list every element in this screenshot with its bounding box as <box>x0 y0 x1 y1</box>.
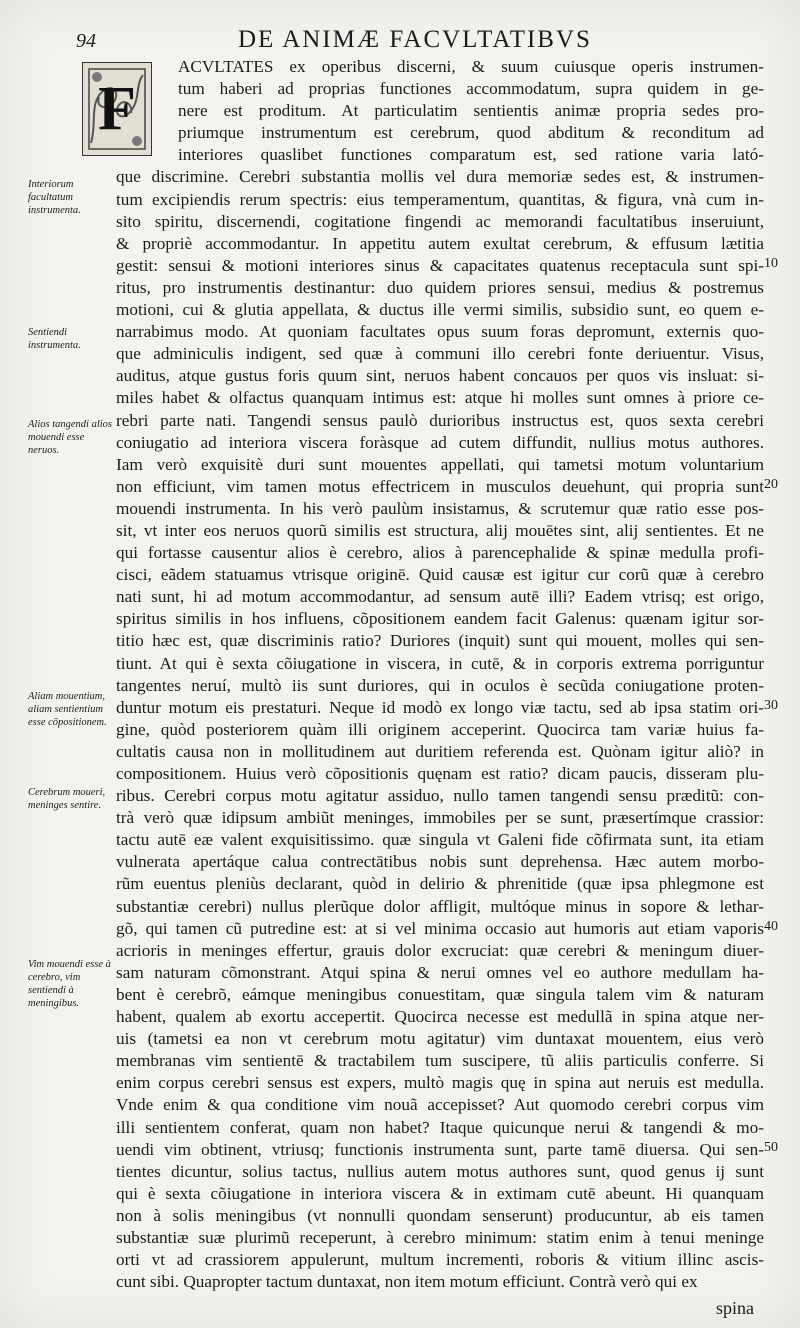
text-line: trà verò quæ idipsum ambiũt meninges, immobiles per se sunt, præsertímque crassior: <box>116 808 764 828</box>
text-line: auditus, atque gustus foris quum sint, neruos habent concauos per quos vis insluat: si- <box>116 366 764 386</box>
text-line: ACVLTATES ex operibus discerni, & suum cuiusque operis instrumen- <box>178 57 764 76</box>
text-line: illi sentientem conferat, quam non habet? Itaque quicunque nerui & tangendi & mo- <box>116 1117 764 1137</box>
line-number: 40 <box>764 919 778 934</box>
text-line: coniugatio ad interiora viscera foràsque ad cutem diffundit, nullius motus authores. <box>116 432 764 452</box>
margin-note: Interiorum facultatum instrumenta. <box>28 179 81 216</box>
text-line: sito spiritu, discernendi, cogitatione fingendi ac memorandi facultatibus inseruiunt, <box>116 211 764 231</box>
text-line: compositionem. Huius verò cõpositionis quęnam est ratio? dicam paucis, disseram plu- <box>116 764 764 783</box>
text-line: bent è cerebrõ, eámque meningibus conuestitam, quæ singula talem vim & naturam <box>116 984 764 1004</box>
text-line: cunt sibi. Quapropter tactum duntaxat, non item motum efficiunt. Contrà verò qui ex <box>116 1272 698 1292</box>
text-line: ribus. Cerebri corpus motu agitatur assiduo, nullo tamen tangendi sensu præditũ: con- <box>116 786 764 806</box>
text-line: Vnde enim & qua conditione vim nouã accepisset? Aut quomodo cerebri corpus vim <box>116 1095 764 1115</box>
text-line: Iam verò exquisitè duri sunt mouentes appellati, qui tametsi motum voluntarium <box>116 454 764 474</box>
line-number: 10 <box>764 256 778 271</box>
text-line: rebri parte nati. Tangendi sensus paulò durioribus instructus est, quos sexta cerebri <box>116 410 764 430</box>
text-line: cisci, eãdem statuamus vtrisque originē. Quid causæ est igitur cur corũ quæ à cerebro <box>116 565 764 585</box>
body-text <box>116 56 764 1293</box>
text-line: vulnerata apertáque calua contrectātibus nobis sunt deprehensa. Hæc autem morbo- <box>116 852 764 872</box>
margin-note: Alios tangendi alios mouendi esse neruos. <box>28 419 112 456</box>
text-line: rũm euentus pleniùs declarant, quòd in delirio & phrenitide (quæ ipsa phlegmone est <box>116 874 764 894</box>
text-line: miles habet & olfactus quanquam intimus est: atque hi molles sunt omnes à priore ce- <box>116 388 764 408</box>
text-line: membranas vim sentientē & tractabilem tum suscipere, tũ aliis particulis conferre. Si <box>116 1051 764 1071</box>
text-line: habent, qualem ab exortu accepertit. Quocirca necesse est medullã in spina atque ner- <box>116 1007 764 1027</box>
text-line: non à solis meningibus (vt nonnulli quondam senserunt) producuntur, ab eis tamen <box>116 1205 764 1225</box>
text-line: interiores quaslibet functiones comparatum est, sed ratione varia lató- <box>178 145 764 165</box>
text-line: tactu autē eæ valent exquisitissimo. quæ singula vt Galeni fide cõfirmata sunt, ita etiam <box>116 830 764 850</box>
text-line: que discrimine. Cerebri substantia mollis vel dura memoriæ sedes est, & instrumen- <box>116 167 764 187</box>
margin-note: Sentiendi instrumenta. <box>28 327 81 351</box>
text-line: sit, vt inter eos neruos quorũ similis est structura, alij mouētes sint, alij sentientes. Et ne <box>116 520 764 540</box>
text-line: priumque instrumentum est cerebrum, quod abditum & reconditum ad <box>178 123 764 143</box>
text-line: ritus, pro instrumentis destinantur: duo quidem priores sensui, medius & postremus <box>116 277 764 297</box>
text-line: acrioris in meninges effertur, grauis dolor excruciat: quæ cerebri & meningum diuer- <box>116 940 764 960</box>
text-line: qui è sexta cõiugatione in interiora viscera & in extimam cutē abeunt. Hi quanquam <box>116 1183 764 1203</box>
text-line: gõ, qui tamen cũ putredine est: at si vel minima occasio aut humoris aut etiam vaporis <box>116 918 764 938</box>
text-line: que adminiculis indigent, sed quæ à communi illo cerebri fonte deriuentur. Visus, <box>116 344 764 364</box>
line-number: 50 <box>764 1140 778 1155</box>
text-line: duntur motum eis prestaturi. Neque id modò ex longo viæ tactu, sed ab ipsa statim ori- <box>116 697 764 717</box>
text-line: tientes dicuntur, solius tactus, nullius autem motus authores sunt, quod genus ij sunt <box>116 1161 764 1181</box>
text-line: uendi vim obtinent, vtriusq; functionis instrumenta sunt, parte tamē diuersa. Qui sen- <box>116 1139 764 1159</box>
running-head: DE ANIMÆ FACVLTATIBVS <box>238 26 592 53</box>
text-line: narrabimus modo. At quoniam facultates opus suum foras depromunt, externis quo- <box>116 322 764 342</box>
text-line: spiritus similis in hos influens, cõpositionem eandem facit Galenus: quænam igitur sor- <box>116 609 764 629</box>
text-line: orti vt ad crassiorem appulerunt, multum incrementi, roboris & vitium illinc ascis- <box>116 1250 764 1270</box>
text-line: cultatis causa non in mollitudinem aut duritiem referenda est. Quònam igitur aliò? in <box>116 741 764 761</box>
text-line: nati sunt, hi ad motum accommodantur, ad sensum autē illi? Eadem vtrisq; est origo, <box>116 587 764 607</box>
text-line: & propriè accommodantur. In appetitu autem exultat cerebrum, & effusum lætitia <box>116 233 764 253</box>
text-line: enim corpus cerebri sensus est expers, multò magis quę in spina aut neruis est medulla. <box>116 1073 764 1093</box>
text-line: mouendi instrumenta. In his verò paulùm insistamus, & scrutemur quæ ratio esse pos- <box>116 498 764 518</box>
margin-note: Vim mouendi esse à cerebro, vim sentiendi à meningibus. <box>28 959 111 1009</box>
text-line: sam naturam cõmonstrant. Atqui spina & nerui omnes vel eo authore medullam ha- <box>116 962 764 982</box>
text-line: nere est proditum. At particulatim sentientis animæ propria sedes pro- <box>178 101 764 121</box>
text-line: titio hæc est, quæ discriminis ratio? Duriores (inquit) sunt qui mouent, molles qui sen- <box>116 631 764 651</box>
text-line: gine, quòd posteriorem quàm illi originem acceperint. Quocirca tam variæ huius fa- <box>116 719 764 739</box>
text-line: substantiæ cerebri) nullus plerũque dolor affligit, multóque minus in sopore & lethar- <box>116 896 764 916</box>
text-line: uis (tametsi ea non vt cerebrum motu agitatur) vim duntaxat mouentem, eius verò <box>116 1029 764 1049</box>
margin-note: Aliam mouentium, aliam sentientium esse cõpositionem. <box>28 691 107 728</box>
page-number: 94 <box>76 30 96 52</box>
initial-letter: F <box>98 74 136 143</box>
margin-note: Cerebrum moueri, meninges sentire. <box>28 787 106 811</box>
text-line: tum excipiendis rerum spectris: eius temperamentum, quantitas, & figura, vnà cum in- <box>116 189 764 209</box>
text-line: tangentes neruí, multò iis sunt duriores, qui in oculos è secũda coniugatione proten- <box>116 675 764 695</box>
text-line: tiunt. At qui è sexta cõiugatione in viscera, in cutē, & in corporis extrema porriguntur <box>116 653 764 673</box>
line-number: 20 <box>764 477 778 492</box>
text-line: tum haberi ad proprias functiones accommodatum, supra quidem in ge- <box>178 79 764 99</box>
line-number: 30 <box>764 698 778 713</box>
text-line: substantiæ suæ plurimũ receperunt, à cerebro minimum: statim enim à tenui meninge <box>116 1227 764 1247</box>
catchword: spina <box>716 1298 754 1318</box>
text-line: motioni, cui & glutia appellata, & ductus ille vermi similis, subsidio sunt, eo quem e- <box>116 300 764 320</box>
text-line: non efficiunt, vim tamen motus effectricem in musculos deuehunt, qui propria sunt <box>116 476 764 496</box>
text-line: gestit: sensui & motioni interiores sinus & capacitates quatenus receptacula sunt spi- <box>116 255 764 275</box>
text-line: qui fortasse causentur alios è cerebro, alios à parencephalide & spinæ medulla profi- <box>116 543 764 563</box>
